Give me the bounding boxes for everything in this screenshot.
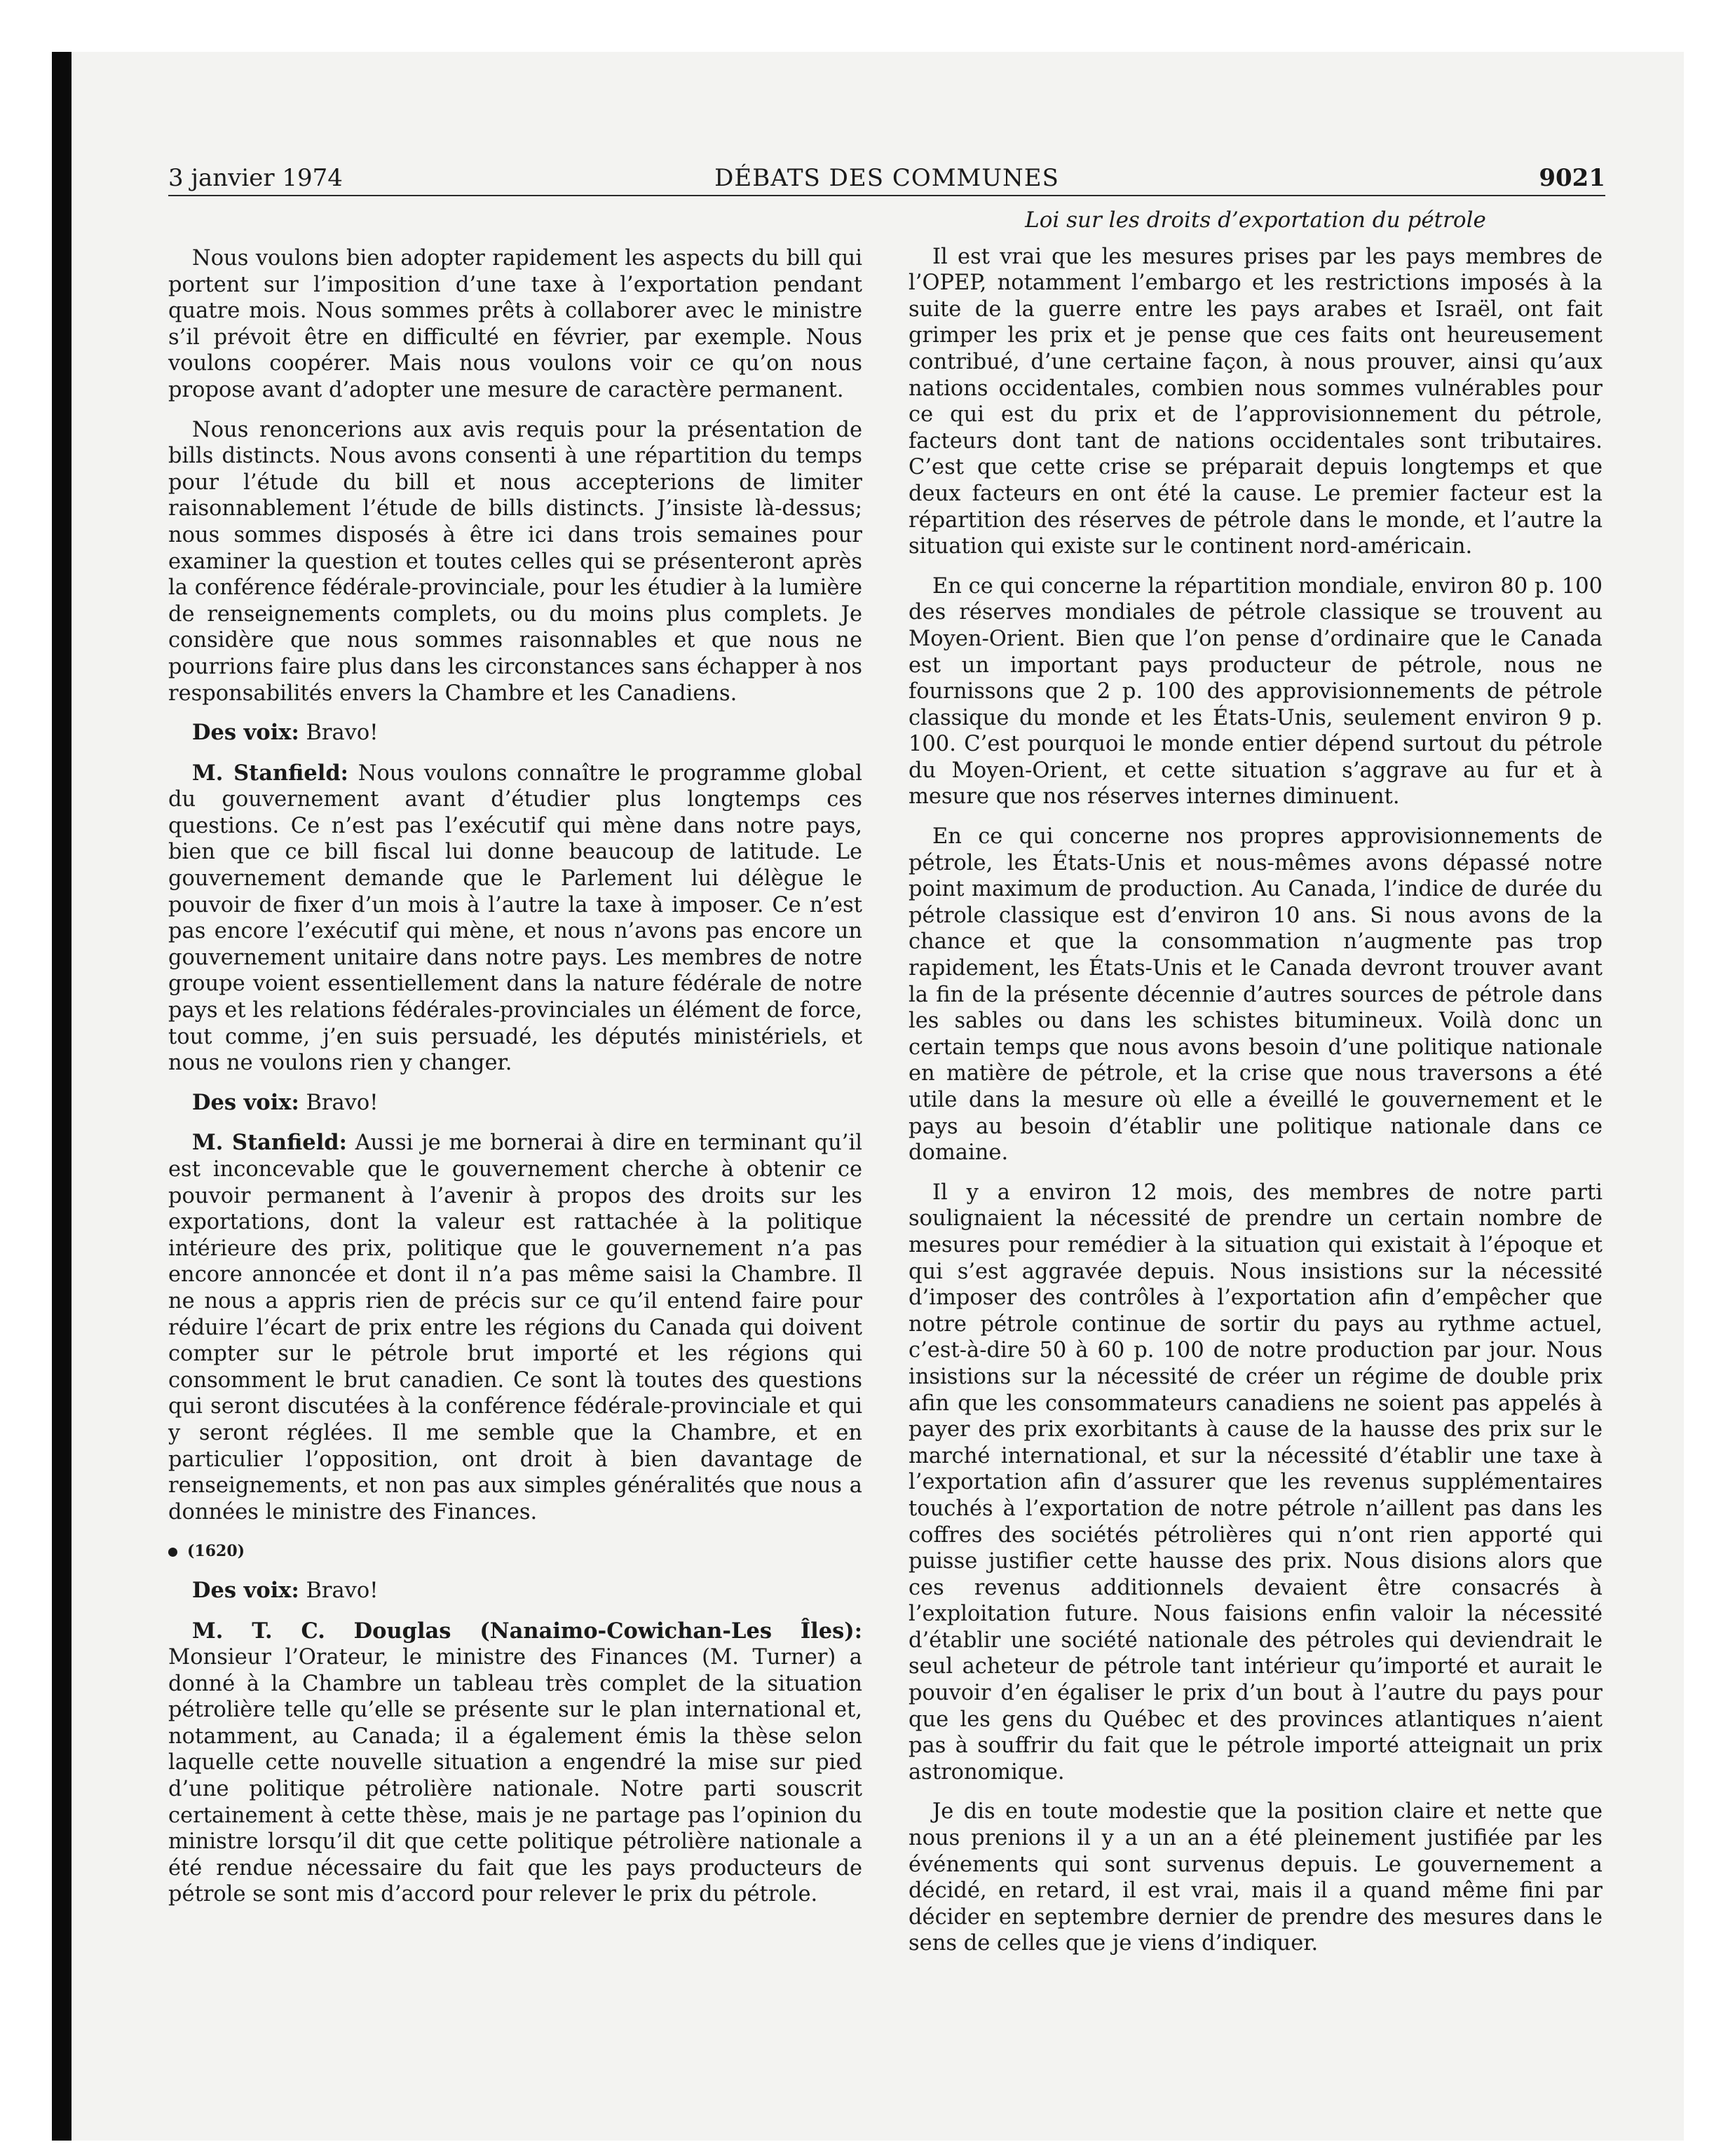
paragraph [168, 760, 862, 1077]
page-header [168, 161, 1605, 196]
paragraph: En ce qui concerne la répartition mondiale, environ 80 p. 100 des réserves mondiales de pétrole classique se trouvent au Moyen-Orient. Bien que l’on pense d’ordinaire que le Canada est un important pays producteur de pétrole, nous ne fournissons que 2 p. 100 des approvisionnements de pétrole classique du monde et les États-Unis, seulement environ 9 p. 100. C’est pourquoi le monde entier dépend surtout du pétrole du Moyen-Orient, et cette situation s’aggrave au fur et à mesure que nos réserves internes diminuent. [909, 573, 1603, 810]
interjection [168, 720, 862, 746]
speech-text: Aussi je me bornerai à dire en terminant qu’il est inconcevable que le gouvernement cherche à obtenir ce pouvoir permanent à l’avenir à propos des droits sur les exportations, dont la valeur est rattachée à la politique intérieure des prix, politique que le gouvernement n’a pas encore annoncée et dont il n’a pas même saisi la Chambre. Il ne nous a appris rien de précis sur ce qu’il entend faire pour réduire l’écart de prix entre les régions du Canada qui doivent compter sur le pétrole brut importé et les régions qui consomment le brut canadien. Ce sont là toutes des questions qui seront discutées à la conférence fédérale-provinciale et qui y seront réglées. Il me semble que la Chambre, et en particulier l’opposition, ont droit à bien davantage de renseignements, et non pas aux simples généralités que nous a données le ministre des Finances. [168, 1131, 862, 1524]
bullet-icon [168, 1548, 177, 1557]
speaker-name: Des voix: [192, 1577, 299, 1603]
paragraph: Il est vrai que les mesures prises par les pays membres de l’OPEP, notamment l’embargo et les restrictions imposés à la suite de la guerre entre les pays arabes et Israël, ont fait grimper les prix et je pense que ces faits ont heureusement contribué, d’une certaine façon, à nous prouver, ainsi qu’aux nations occidentales, combien nous sommes vulnérables pour ce qui est du prix et de l’approvisionnement du pétrole, facteurs dont tant de nations occidentales sont tributaires. C’est que cette crise se préparait depuis longtemps et que deux facteurs en ont été la cause. Le premier facteur est la répartition des réserves de pétrole dans le monde, et l’autre la situation qui existe sur le continent nord-américain. [909, 244, 1603, 559]
right-column [909, 207, 1603, 1970]
left-column [168, 245, 862, 1921]
paragraph: Je dis en toute modestie que la position claire et nette que nous prenions il y a un an a été pleinement justifiée par les événements qui sont survenus depuis. Le gouvernement a décidé, en retard, il est vrai, mais il a quand même fini par décider en septembre dernier de prendre des mesures dans le sens de celles que je viens d’indiquer. [909, 1799, 1603, 1956]
page-number: 9021 [1539, 164, 1605, 192]
interjection-text: Bravo! [299, 1578, 379, 1603]
header-date: 3 janvier 1974 [168, 164, 343, 192]
paragraph: En ce qui concerne nos propres approvisionnements de pétrole, les États-Unis et nous-mêmes avons dépassé notre point maximum de production. Au Canada, l’indice de durée du pétrole classique est d’environ 10 ans. Si nous avons de la chance et que la consommation n’augmente pas trop rapidement, les États-Unis et le Canada devront trouver avant la fin de la présente décennie d’autres sources de pétrole dans les sables ou dans les schistes bitumineux. Voilà donc un certain temps que nous avons besoin d’une politique nationale en matière de pétrole, et la crise que nous traversons a été utile dans la mesure où elle a éveillé le gouvernement et le pays au besoin d’établir une politique nationale dans ce domaine. [909, 824, 1603, 1166]
time-marker [168, 1538, 862, 1565]
section-subhead: Loi sur les droits d’exportation du pétrole [1025, 207, 1486, 233]
speaker-name: Des voix: [192, 1089, 299, 1115]
paragraph: Nous renoncerions aux avis requis pour la présentation de bills distincts. Nous avons consenti à une répartition du temps pour l’étude du bill et nous accepterions de limiter raisonnablement l’étude de bills distincts. J’insiste là-dessus; nous sommes disposés à être ici dans trois semaines pour examiner la question et toutes celles qui se présenteront après la conférence fédérale-provinciale, pour les étudier à la lumière de renseignements complets, ou du moins plus complets. Je considère que nous sommes raisonnables et que nous ne pourrions faire plus dans les circonstances sans échapper à nos responsabilités envers la Chambre et les Canadiens. [168, 417, 862, 706]
paragraph [168, 1130, 862, 1525]
interjection [168, 1090, 862, 1117]
speech-text: Nous voulons connaître le programme global du gouvernement avant d’étudier plus longtemps ces questions. Ce n’est pas l’exécutif qui mène dans notre pays, bien que ce bill fiscal lui donne beaucoup de latitude. Le gouvernement demande que le Parlement lui délègue le pouvoir de fixer d’un mois à l’autre la taxe à imposer. Ce n’est pas encore l’exécutif qui mène, et nous n’avons pas encore un gouvernement unitaire dans notre pays. Les membres de notre groupe voient essentiellement dans la nature fédérale de notre pays et les relations fédérales-provinciales un élément de force, tout comme, j’en suis persuadé, les députés ministériels, et nous ne voulons rien y changer. [168, 760, 862, 1076]
interjection [168, 1578, 862, 1604]
speaker-name: Des voix: [192, 720, 299, 746]
scan-edge [52, 52, 72, 2141]
time-marker-text: (1620) [187, 1542, 245, 1561]
paragraph: Il y a environ 12 mois, des membres de notre parti soulignaient la nécessité de prendre un certain nombre de mesures pour remédier à la situation qui existait à l’époque et qui s’est aggravée depuis. Nous insistions sur la nécessité d’imposer des contrôles à l’exportation afin d’empêcher que notre pétrole continue de sortir du pays au rythme actuel, c’est-à-dire 50 à 60 p. 100 de notre production par jour. Nous insistions sur la nécessité de créer un régime de double prix afin que les consommateurs canadiens ne soient pas appelés à payer des prix exorbitants à cause de la hausse des prix sur le marché international, et sur la nécessité d’établir une taxe à l’exportation afin d’assurer que les revenus supplémentaires touchés à l’exportation de notre pétrole n’aillent pas dans les coffres des sociétés pétrolières qui n’ont rien apporté qui puisse justifier cette hausse des prix. Nous disions alors que ces revenus additionnels devaient être consacrés à l’exploitation future. Nous faisions enfin valoir la nécessité d’établir une société nationale des pétroles qui deviendrait le seul acheteur de pétrole tant intérieur qu’importé et aurait le pouvoir d’en égaliser le prix d’un bout à l’autre du pays pour que les gens du Québec et des provinces atlantiques n’aient pas à souffrir du fait que le pétrole importé atteignait un prix astronomique. [909, 1180, 1603, 1785]
speaker-name: M. Stanfield: [192, 760, 348, 786]
interjection-text: Bravo! [299, 721, 379, 746]
header-title: DÉBATS DES COMMUNES [714, 164, 1059, 192]
speaker-name: M. Stanfield: [192, 1130, 347, 1156]
speaker-name: M. T. C. Douglas (Nanaimo-Cowichan-Les Îles): [192, 1618, 862, 1644]
paragraph: Nous voulons bien adopter rapidement les aspects du bill qui portent sur l’imposition d’une taxe à l’exportation pendant quatre mois. Nous sommes prêts à collaborer avec le ministre s’il prévoit être en difficulté en février, par exemple. Nous voulons coopérer. Mais nous voulons voir ce qu’on nous propose avant d’adopter une mesure de caractère permanent. [168, 246, 862, 402]
speech-text: Monsieur l’Orateur, le ministre des Finances (M. Turner) a donné à la Chambre un tableau très complet de la situation pétrolière telle qu’elle se présente sur le plan international et, notamment, au Canada; il a également émis la thèse selon laquelle cette nouvelle situation a engendré la mise sur pied d’une politique pétrolière nationale. Notre parti souscrit certainement à cette thèse, mais je ne partage pas l’opinion du ministre lorsqu’il dit que cette politique pétrolière nationale a été rendue nécessaire du fait que les pays producteurs de pétrole se sont mis d’accord pour relever le prix du pétrole. [168, 1645, 862, 1907]
interjection-text: Bravo! [299, 1090, 379, 1115]
paragraph [168, 1618, 862, 1909]
